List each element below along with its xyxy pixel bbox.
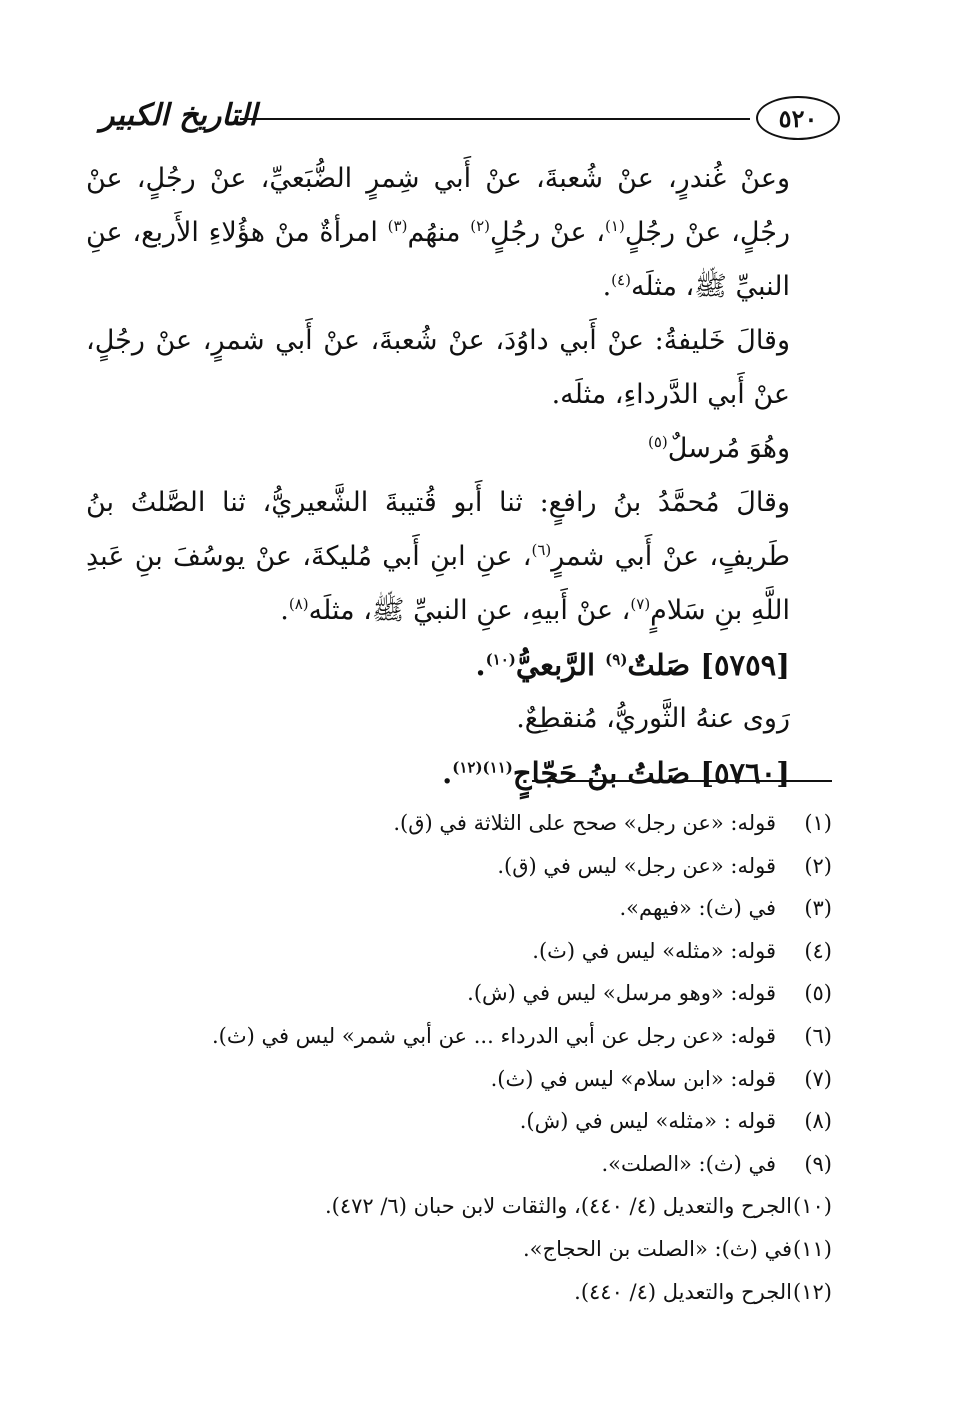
text-run: .: [280, 595, 289, 626]
footnote: [200, 1228, 832, 1271]
footnote-text: قوله: «عن رجل» صحح على الثلاثة في (ق).: [393, 811, 776, 835]
footnote-ref: (١٠): [485, 650, 516, 669]
text-run: ، عنْ أَبيهِ، عنِ النبيِّ ﷺ، مثلَه: [308, 595, 631, 626]
footnote-number: (٥): [804, 981, 832, 1006]
text-run: منهُم: [407, 217, 471, 248]
footnote-number: (١٢): [793, 1279, 832, 1304]
footnote: [200, 1185, 832, 1228]
text-run: ، عنْ رجُلٍ: [490, 217, 606, 248]
footnote-ref: (٤): [611, 271, 631, 289]
footnote: [200, 1100, 832, 1143]
footnote-ref: (١): [605, 217, 625, 235]
footnote-ref: (٣): [387, 217, 408, 235]
footnote-text: في (ث): «فيهم».: [619, 896, 776, 921]
paragraph-4: [86, 476, 834, 638]
footnote-number: (٩): [804, 1151, 832, 1176]
text-run: امرأةٌ منْ هؤُلاءِ الأَربع، عنِ النبيِّ ﷺ، مثلَه: [86, 217, 790, 302]
footnote-ref: (٨): [288, 595, 309, 613]
text-run: .: [442, 756, 453, 790]
footnote-number: (٤): [804, 938, 832, 963]
footnote: [200, 887, 832, 930]
footnote-ref: (٩): [605, 650, 628, 669]
text-run: وهُوَ مُرسلٌ: [667, 433, 790, 464]
footnote-text: في (ث): «الصلت بن الحجاج».: [523, 1236, 792, 1261]
footnote: [200, 1015, 832, 1058]
footnote-text: قوله : «مثله» ليس في (ش).: [519, 1109, 776, 1134]
footnote: [200, 930, 832, 973]
text-run: وعنْ غُندرٍ، عنْ شُعبةَ، عنْ أَبي شِمرٍ الضُّبَعيِّ، عنْ رجُلٍ، عنْ رجُلٍ، عنْ رجُلٍ: [86, 163, 791, 248]
footnote-number: (٣): [804, 896, 832, 921]
footnote: [200, 1058, 832, 1101]
entry-heading-5760: [86, 746, 834, 800]
text-run: [٥٧٦٠] صَلتُ بنُ حَجّاجٍ: [512, 756, 790, 790]
header-rule: [240, 118, 750, 120]
text-run: ، عنِ ابنِ أَبي مُليكةَ، عنْ يوسُفَ بنِ عَبدِ اللَّهِ بنِ سَلامٍ: [86, 541, 790, 626]
entry-heading-5759: [86, 638, 834, 692]
footnote-number: (١٠): [793, 1194, 832, 1219]
footnote: [200, 972, 832, 1015]
text-run: الرَّبعيُّ: [515, 648, 606, 682]
text-run: .: [475, 648, 486, 682]
footnote: [200, 802, 832, 845]
footnote-ref: (٥): [647, 433, 668, 451]
main-text: [86, 152, 834, 800]
footnote-number: (١١): [793, 1236, 832, 1261]
footnote-text: قوله: «عن رجل» ليس في (ق).: [497, 853, 776, 878]
footnote-text: قوله: «وهو مرسل» ليس في (ش).: [467, 981, 776, 1006]
footnote-text: قوله: «عن رجل عن أبي الدرداء ... عن أبي شمر» ليس في (ث).: [211, 1023, 776, 1048]
paragraph-2: وقالَ خَليفةُ: عنْ أَبي داوُدَ، عنْ شُعبةَ، عنْ أَبي شمرٍ، عنْ رجُلٍ، عنْ أَبي الدَّرداءِ، مثلَه.: [86, 325, 790, 410]
page-header: [100, 96, 840, 146]
text-run: وقالَ مُحمَّدُ بنُ رافعٍ: ثنا أَبو قُتيبةَ الشَّعيريُّ، ثنا الصَّلتُ بنُ طَريفٍ، عنْ أَبي شمرٍ: [86, 487, 790, 572]
text-run: [٥٧٥٩] صَلتٌ: [627, 648, 790, 682]
footnote-text: قوله: «مثله» ليس في (ث).: [532, 938, 776, 963]
footnote-number: (٦): [804, 1023, 832, 1048]
footnote-number: (٨): [804, 1109, 832, 1134]
footnote-text: الجرح والتعديل (٤/ ٤٤٠)، والثقات لابن حبان (٦/ ٤٧٢).: [324, 1194, 792, 1219]
footnote-ref: (٧): [630, 595, 651, 613]
running-title: التاريخ الكبير: [100, 98, 258, 133]
footnote-number: (٧): [804, 1066, 832, 1091]
footnote-number: (٢): [804, 853, 832, 878]
footnote-ref: (١١)(١٢): [452, 758, 513, 777]
footnote-text: قوله: «ابن سلام» ليس في (ث).: [490, 1066, 776, 1091]
footnote: [200, 1271, 832, 1314]
page-number: ٥٢٠: [756, 96, 840, 140]
footnote-ref: (٦): [531, 541, 552, 559]
footnote: [200, 1143, 832, 1186]
paragraph-5: رَوى عنهُ الثَّوريُّ، مُنقطِعٌ.: [516, 703, 790, 734]
footnote-ref: (٢): [470, 217, 490, 235]
footnote-separator: [532, 780, 832, 782]
footnotes: [200, 802, 832, 1313]
paragraph-3: [86, 422, 834, 476]
text-run: .: [602, 271, 612, 302]
footnote-number: (١): [804, 811, 832, 835]
footnote-text: الجرح والتعديل (٤/ ٤٤٠).: [574, 1279, 792, 1304]
footnote: [200, 845, 832, 888]
paragraph-1: [86, 152, 834, 314]
footnote-text: في (ث): «الصلت».: [601, 1151, 776, 1176]
